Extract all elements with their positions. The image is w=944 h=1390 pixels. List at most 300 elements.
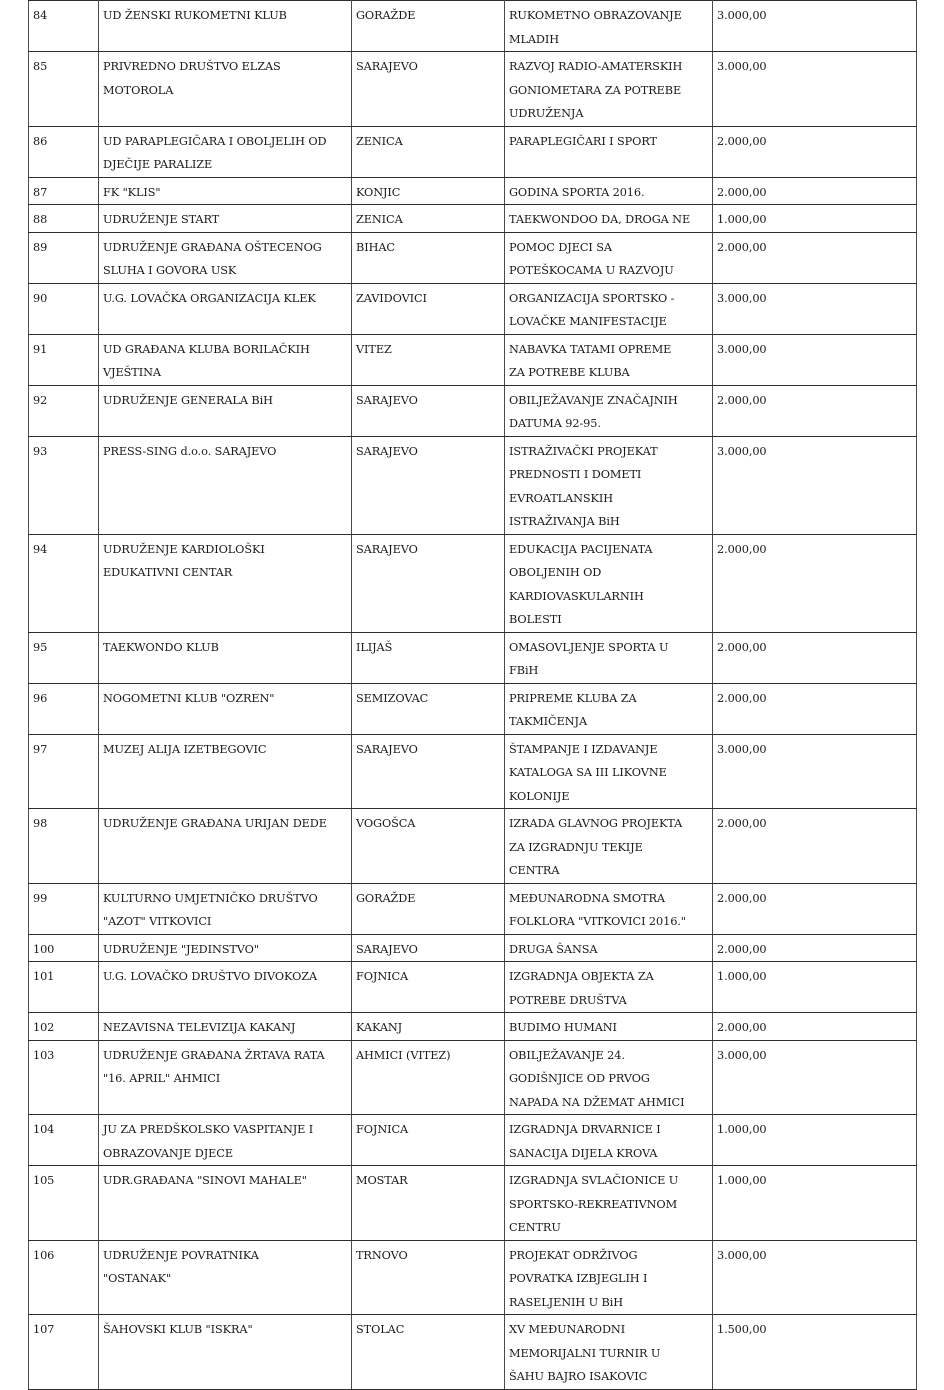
row-number: 101	[33, 970, 55, 983]
row-number: 97	[33, 742, 48, 756]
city-name-line: ILIJAŠ	[356, 640, 393, 654]
city-name-cell	[352, 385, 505, 436]
row-number-cell	[29, 283, 99, 334]
row-number-cell	[29, 436, 99, 534]
project-title-cell	[505, 734, 713, 809]
organization-name-line: UD PARAPLEGIČARA I OBOLJELIH OD	[103, 134, 327, 148]
project-title-line: PROJEKAT ODRŽIVOG	[509, 1248, 638, 1262]
grant-amount: 2.000,00	[717, 1021, 767, 1034]
row-number: 94	[33, 542, 48, 556]
organization-name-cell	[99, 1040, 352, 1115]
project-title-cell	[505, 934, 713, 962]
grant-amount-cell	[713, 1040, 917, 1115]
project-title-cell	[505, 232, 713, 283]
city-name-line: VOGOŠCA	[356, 817, 416, 830]
row-number-cell	[29, 734, 99, 809]
row-number: 91	[33, 342, 48, 356]
table-row	[29, 283, 917, 334]
project-title-line: ORGANIZACIJA SPORTSKO -	[509, 291, 675, 305]
row-number: 100	[33, 942, 55, 956]
organization-name-cell	[99, 232, 352, 283]
grant-amount: 1.000,00	[717, 1123, 767, 1136]
organization-name-line: UD GRAĐANA KLUBA BORILAČKIH	[103, 342, 310, 356]
grant-amount-cell	[713, 632, 917, 683]
table-row	[29, 534, 917, 632]
project-title-line: GONIOMETARA ZA POTREBE	[509, 83, 682, 97]
table-row	[29, 1013, 917, 1041]
table-row	[29, 1, 917, 52]
row-number-cell	[29, 385, 99, 436]
grant-amount: 3.000,00	[717, 9, 767, 22]
project-title-line: FOLKLORA "VITKOVICI 2016."	[509, 915, 686, 928]
grant-amount-cell	[713, 883, 917, 934]
project-title-cell	[505, 632, 713, 683]
city-name-line: KAKANJ	[356, 1021, 403, 1034]
row-number: 92	[33, 393, 48, 407]
organization-name-cell	[99, 883, 352, 934]
project-title-line: GODINA SPORTA 2016.	[509, 185, 645, 199]
organization-name-cell	[99, 436, 352, 534]
row-number-cell	[29, 1166, 99, 1241]
project-title-line: DRUGA ŠANSA	[509, 942, 598, 956]
row-number-cell	[29, 534, 99, 632]
organization-name-cell	[99, 962, 352, 1013]
organization-name-cell	[99, 205, 352, 233]
organization-name-line: MOTOROLA	[103, 83, 174, 97]
city-name-line: ZAVIDOVICI	[356, 291, 427, 305]
organization-name-line: NEZAVISNA TELEVIZIJA KAKANJ	[103, 1021, 296, 1034]
city-name-line: SARAJEVO	[356, 542, 418, 556]
grant-amount: 1.000,00	[717, 1174, 767, 1187]
project-title-line: DATUMA 92-95.	[509, 417, 601, 430]
project-title-line: OBILJEŽAVANJE 24.	[509, 1048, 625, 1062]
city-name-line: AHMICI (VITEZ)	[356, 1048, 451, 1062]
organization-name-line: UDRUŽENJE GRAĐANA ŽRTAVA RATA	[103, 1048, 325, 1062]
city-name-cell	[352, 283, 505, 334]
row-number: 89	[33, 240, 48, 254]
city-name-line: VITEZ	[356, 342, 392, 356]
grant-amount: 3.000,00	[717, 742, 767, 756]
organization-name-line: UDRUŽENJE GENERALA BiH	[103, 393, 273, 407]
project-title-cell	[505, 436, 713, 534]
table-row	[29, 734, 917, 809]
project-title-cell	[505, 883, 713, 934]
project-title-line: CENTRU	[509, 1221, 561, 1234]
row-number: 93	[33, 444, 48, 458]
project-title-cell	[505, 1040, 713, 1115]
grant-amount-cell	[713, 385, 917, 436]
grant-amount: 1.000,00	[717, 213, 767, 226]
city-name-cell	[352, 1315, 505, 1390]
grant-amount: 1.000,00	[717, 970, 767, 983]
project-title-line: ŠTAMPANJE I IZDAVANJE	[509, 742, 658, 756]
grant-amount: 2.000,00	[717, 640, 767, 654]
project-title-line: OMASOVLJENJE SPORTA U	[509, 640, 669, 654]
city-name-cell	[352, 436, 505, 534]
organization-name-line: UDR.GRAĐANA "SINOVI MAHALE"	[103, 1174, 307, 1187]
table-row	[29, 934, 917, 962]
grant-amount: 1.500,00	[717, 1323, 767, 1336]
project-title-line: SPORTSKO-REKREATIVNOM	[509, 1197, 678, 1211]
row-number: 104	[33, 1123, 55, 1136]
organization-name-cell	[99, 385, 352, 436]
grant-amount-cell	[713, 232, 917, 283]
project-title-line: EDUKACIJA PACIJENATA	[509, 542, 653, 556]
grant-amount-cell	[713, 1166, 917, 1241]
city-name-line: SARAJEVO	[356, 942, 418, 956]
row-number: 84	[33, 9, 48, 22]
grant-amount-cell	[713, 1315, 917, 1390]
city-name-line: GORAŽDE	[356, 891, 416, 905]
organization-name-line: EDUKATIVNI CENTAR	[103, 566, 233, 579]
city-name-cell	[352, 232, 505, 283]
city-name-line: STOLAC	[356, 1323, 405, 1336]
row-number-cell	[29, 683, 99, 734]
city-name-cell	[352, 809, 505, 884]
grant-amount-cell	[713, 52, 917, 127]
grant-amount-cell	[713, 1, 917, 52]
grant-amount-cell	[713, 177, 917, 205]
grant-amount: 3.000,00	[717, 1248, 767, 1262]
project-title-line: ISTRAŽIVANJA BiH	[509, 515, 620, 528]
grant-amount: 2.000,00	[717, 240, 767, 254]
table-row	[29, 809, 917, 884]
city-name-cell	[352, 1166, 505, 1241]
organization-name-line: ŠAHOVSKI KLUB "ISKRA"	[103, 1323, 253, 1336]
project-title-line: BUDIMO HUMANI	[509, 1021, 617, 1034]
project-title-line: RASELJENIH U BiH	[509, 1295, 623, 1309]
row-number: 99	[33, 891, 48, 905]
project-title-cell	[505, 962, 713, 1013]
city-name-line: FOJNICA	[356, 970, 409, 983]
table-row	[29, 334, 917, 385]
project-title-line: XV MEĐUNARODNI	[509, 1323, 626, 1336]
table-row	[29, 205, 917, 233]
organization-name-line: UDRUŽENJE KARDIOLOŠKI	[103, 542, 265, 556]
grant-amount: 2.000,00	[717, 942, 767, 956]
city-name-line: BIHAC	[356, 240, 395, 254]
grant-amount: 2.000,00	[717, 891, 767, 905]
grant-amount-cell	[713, 436, 917, 534]
organization-name-line: UDRUŽENJE GRAĐANA OŠTECENOG	[103, 240, 322, 254]
city-name-line: FOJNICA	[356, 1123, 409, 1136]
row-number-cell	[29, 962, 99, 1013]
table-row	[29, 52, 917, 127]
organization-name-cell	[99, 126, 352, 177]
row-number-cell	[29, 1013, 99, 1041]
city-name-cell	[352, 52, 505, 127]
project-title-line: PARAPLEGIČARI I SPORT	[509, 134, 657, 148]
row-number: 98	[33, 817, 48, 830]
project-title-cell	[505, 1240, 713, 1315]
grant-amount: 3.000,00	[717, 291, 767, 305]
grant-amount-cell	[713, 734, 917, 809]
organization-name-cell	[99, 52, 352, 127]
project-title-line: RAZVOJ RADIO-AMATERSKIH	[509, 60, 683, 73]
project-title-line: MEMORIJALNI TURNIR U	[509, 1346, 661, 1360]
table-row	[29, 177, 917, 205]
project-title-cell	[505, 177, 713, 205]
row-number: 106	[33, 1248, 55, 1262]
organization-name-line: DJEČIJE PARALIZE	[103, 158, 213, 171]
row-number-cell	[29, 126, 99, 177]
city-name-cell	[352, 534, 505, 632]
grant-amount-cell	[713, 809, 917, 884]
row-number-cell	[29, 1240, 99, 1315]
project-title-cell	[505, 126, 713, 177]
row-number-cell	[29, 1315, 99, 1390]
city-name-line: MOSTAR	[356, 1174, 408, 1187]
project-title-line: POVRATKA IZBJEGLIH I	[509, 1272, 648, 1285]
project-title-line: OBOLJENIH OD	[509, 566, 602, 579]
city-name-line: SEMIZOVAC	[356, 691, 429, 705]
grant-amount: 3.000,00	[717, 342, 767, 356]
project-title-line: ZA POTREBE KLUBA	[509, 366, 630, 379]
project-title-line: BOLESTI	[509, 613, 562, 626]
table-row	[29, 1166, 917, 1241]
table-row	[29, 683, 917, 734]
row-number: 95	[33, 640, 48, 654]
project-title-line: POMOC DJECI SA	[509, 240, 612, 254]
row-number-cell	[29, 205, 99, 233]
table-row	[29, 1040, 917, 1115]
grant-amount-cell	[713, 283, 917, 334]
row-number-cell	[29, 232, 99, 283]
row-number-cell	[29, 934, 99, 962]
organization-name-cell	[99, 632, 352, 683]
organization-name-line: SLUHA I GOVORA USK	[103, 264, 237, 277]
project-title-line: RUKOMETNO OBRAZOVANJE	[509, 9, 682, 22]
project-title-line: ŠAHU BAJRO ISAKOVIC	[509, 1370, 648, 1383]
grant-amount-cell	[713, 334, 917, 385]
organization-name-cell	[99, 809, 352, 884]
grant-amount-cell	[713, 962, 917, 1013]
row-number: 88	[33, 213, 48, 226]
table-row	[29, 1315, 917, 1390]
row-number: 86	[33, 134, 48, 148]
row-number: 107	[33, 1323, 55, 1336]
grant-amount-cell	[713, 1013, 917, 1041]
organization-name-line: PRIVREDNO DRUŠTVO ELZAS	[103, 60, 281, 73]
grant-amount: 2.000,00	[717, 542, 767, 556]
city-name-cell	[352, 962, 505, 1013]
project-title-line: ISTRAŽIVAČKI PROJEKAT	[509, 444, 658, 458]
grants-table-body	[29, 1, 917, 1390]
organization-name-line: MUZEJ ALIJA IZETBEGOVIC	[103, 742, 267, 756]
project-title-line: ZA IZGRADNJU TEKIJE	[509, 840, 643, 854]
grant-amount: 2.000,00	[717, 393, 767, 407]
project-title-line: KARDIOVASKULARNIH	[509, 589, 644, 603]
city-name-line: ZENICA	[356, 134, 403, 148]
table-row	[29, 1115, 917, 1166]
project-title-line: TAKMIČENJA	[509, 715, 588, 728]
organization-name-cell	[99, 1240, 352, 1315]
grant-amount-cell	[713, 126, 917, 177]
city-name-line: SARAJEVO	[356, 444, 418, 458]
city-name-cell	[352, 683, 505, 734]
organization-name-line: UDRUŽENJE "JEDINSTVO"	[103, 942, 259, 956]
city-name-cell	[352, 126, 505, 177]
organization-name-line: "OSTANAK"	[103, 1272, 172, 1285]
city-name-line: GORAŽDE	[356, 9, 416, 22]
grant-amount-cell	[713, 934, 917, 962]
city-name-cell	[352, 1115, 505, 1166]
organization-name-line: U.G. LOVAČKO DRUŠTVO DIVOKOZA	[103, 970, 318, 983]
project-title-line: IZGRADNJA SVLAČIONICE U	[509, 1174, 679, 1187]
project-title-cell	[505, 1, 713, 52]
project-title-line: IZRADA GLAVNOG PROJEKTA	[509, 817, 683, 830]
row-number-cell	[29, 883, 99, 934]
project-title-line: LOVAČKE MANIFESTACIJE	[509, 315, 667, 328]
project-title-line: POTEŠKOCAMA U RAZVOJU	[509, 264, 674, 277]
project-title-line: KOLONIJE	[509, 789, 570, 803]
grant-amount: 3.000,00	[717, 444, 767, 458]
city-name-cell	[352, 1, 505, 52]
project-title-cell	[505, 385, 713, 436]
organization-name-cell	[99, 1315, 352, 1390]
row-number: 103	[33, 1048, 55, 1062]
organization-name-line: UD ŽENSKI RUKOMETNI KLUB	[103, 9, 287, 22]
row-number: 85	[33, 60, 48, 73]
grant-amount: 3.000,00	[717, 1048, 767, 1062]
organization-name-line: VJEŠTINA	[103, 366, 161, 379]
project-title-line: PREDNOSTI I DOMETI	[509, 468, 642, 481]
city-name-cell	[352, 934, 505, 962]
project-title-cell	[505, 205, 713, 233]
row-number-cell	[29, 1, 99, 52]
project-title-line: OBILJEŽAVANJE ZNAČAJNIH	[509, 393, 678, 407]
row-number: 90	[33, 291, 48, 305]
project-title-cell	[505, 1013, 713, 1041]
organization-name-line: "16. APRIL" AHMICI	[103, 1072, 221, 1085]
grant-amount: 2.000,00	[717, 185, 767, 199]
row-number-cell	[29, 809, 99, 884]
project-title-cell	[505, 1315, 713, 1390]
project-title-line: IZGRADNJA DRVARNICE I	[509, 1123, 661, 1136]
city-name-cell	[352, 177, 505, 205]
organization-name-line: UDRUŽENJE POVRATNIKA	[103, 1248, 259, 1262]
city-name-line: ZENICA	[356, 213, 403, 226]
grant-amount-cell	[713, 683, 917, 734]
project-title-cell	[505, 683, 713, 734]
city-name-line: SARAJEVO	[356, 742, 418, 756]
organization-name-cell	[99, 177, 352, 205]
city-name-cell	[352, 1013, 505, 1041]
table-row	[29, 632, 917, 683]
project-title-line: UDRUŽENJA	[509, 107, 584, 120]
project-title-line: PRIPREME KLUBA ZA	[509, 691, 637, 705]
table-row	[29, 385, 917, 436]
row-number: 105	[33, 1174, 55, 1187]
organization-name-cell	[99, 534, 352, 632]
row-number: 102	[33, 1021, 55, 1034]
organization-name-cell	[99, 1115, 352, 1166]
table-row	[29, 962, 917, 1013]
project-title-cell	[505, 1115, 713, 1166]
organization-name-line: UDRUŽENJE GRAĐANA URIJAN DEDE	[103, 817, 327, 830]
organization-name-line: JU ZA PREDŠKOLSKO VASPITANJE I	[103, 1123, 314, 1136]
grant-amount: 2.000,00	[717, 134, 767, 148]
project-title-cell	[505, 283, 713, 334]
city-name-line: TRNOVO	[356, 1248, 408, 1262]
city-name-cell	[352, 1240, 505, 1315]
table-row	[29, 126, 917, 177]
project-title-line: GODIŠNJICE OD PRVOG	[509, 1072, 650, 1085]
city-name-cell	[352, 334, 505, 385]
organization-name-line: UDRUŽENJE START	[103, 213, 220, 226]
city-name-cell	[352, 1040, 505, 1115]
project-title-line: EVROATLANSKIH	[509, 491, 613, 505]
project-title-line: MLADIH	[509, 32, 559, 46]
organization-name-cell	[99, 1166, 352, 1241]
project-title-line: IZGRADNJA OBJEKTA ZA	[509, 970, 654, 983]
organization-name-cell	[99, 334, 352, 385]
project-title-line: SANACIJA DIJELA KROVA	[509, 1146, 658, 1160]
grant-amount: 2.000,00	[717, 691, 767, 705]
table-row	[29, 1240, 917, 1315]
project-title-cell	[505, 52, 713, 127]
table-row	[29, 883, 917, 934]
city-name-cell	[352, 734, 505, 809]
row-number-cell	[29, 1040, 99, 1115]
city-name-cell	[352, 632, 505, 683]
grant-amount-cell	[713, 1240, 917, 1315]
project-title-cell	[505, 334, 713, 385]
table-row	[29, 232, 917, 283]
city-name-cell	[352, 205, 505, 233]
row-number-cell	[29, 1115, 99, 1166]
organization-name-line: "AZOT" VITKOVICI	[103, 915, 212, 928]
organization-name-cell	[99, 1, 352, 52]
row-number-cell	[29, 334, 99, 385]
organization-name-cell	[99, 734, 352, 809]
table-row	[29, 436, 917, 534]
project-title-line: NAPADA NA DŽEMAT AHMICI	[509, 1095, 685, 1109]
organization-name-line: NOGOMETNI KLUB "OZREN"	[103, 691, 275, 705]
project-title-line: FBiH	[509, 664, 539, 677]
project-title-cell	[505, 809, 713, 884]
organization-name-line: U.G. LOVAČKA ORGANIZACIJA KLEK	[103, 291, 316, 305]
grant-amount-cell	[713, 1115, 917, 1166]
organization-name-cell	[99, 934, 352, 962]
city-name-cell	[352, 883, 505, 934]
organization-name-line: KULTURNO UMJETNIČKO DRUŠTVO	[103, 891, 318, 905]
row-number-cell	[29, 177, 99, 205]
grant-amount-cell	[713, 534, 917, 632]
grant-amount-cell	[713, 205, 917, 233]
organization-name-cell	[99, 1013, 352, 1041]
project-title-line: TAEKWONDOO DA, DROGA NE	[509, 213, 691, 226]
grant-amount: 3.000,00	[717, 60, 767, 73]
row-number-cell	[29, 52, 99, 127]
grants-table	[28, 0, 917, 1390]
row-number: 87	[33, 185, 48, 199]
project-title-line: CENTRA	[509, 864, 560, 877]
organization-name-line: FK "KLIS"	[103, 185, 161, 199]
grant-amount: 2.000,00	[717, 817, 767, 830]
project-title-line: KATALOGA SA III LIKOVNE	[509, 766, 667, 779]
project-title-cell	[505, 534, 713, 632]
project-title-line: NABAVKA TATAMI OPREME	[509, 342, 672, 356]
city-name-line: SARAJEVO	[356, 393, 418, 407]
city-name-line: KONJIC	[356, 185, 401, 199]
city-name-line: SARAJEVO	[356, 60, 418, 73]
project-title-line: POTREBE DRUŠTVA	[509, 993, 627, 1007]
row-number: 96	[33, 691, 48, 705]
organization-name-cell	[99, 683, 352, 734]
organization-name-cell	[99, 283, 352, 334]
project-title-cell	[505, 1166, 713, 1241]
